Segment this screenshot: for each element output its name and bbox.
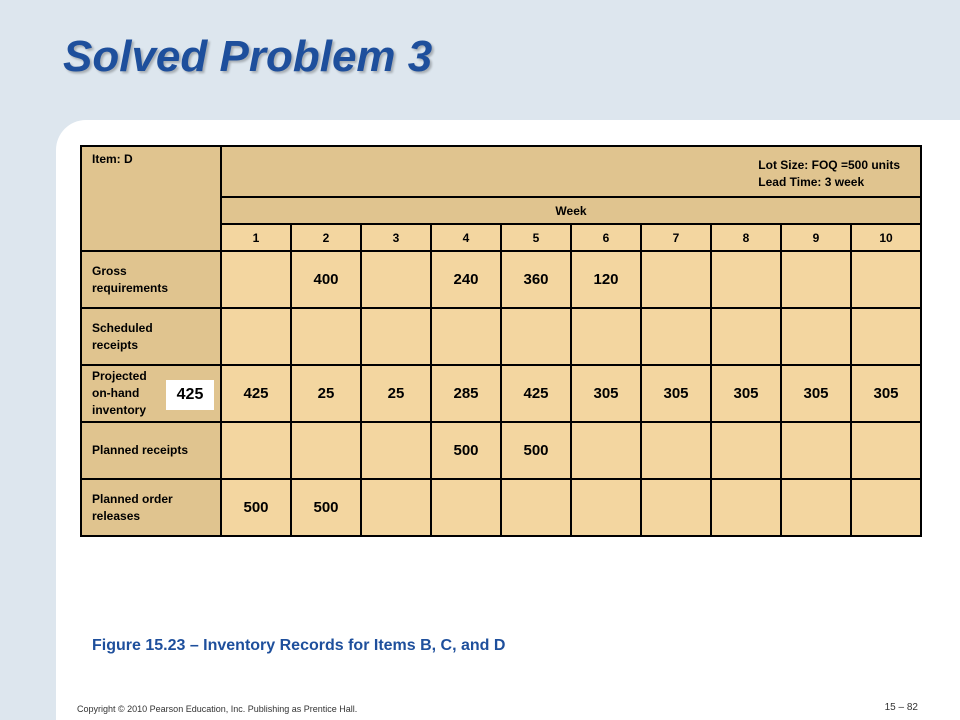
value-cell xyxy=(851,308,921,365)
page-number: 15 – 82 xyxy=(884,702,918,713)
lot-info xyxy=(758,157,900,191)
value-cell: 25 xyxy=(291,365,361,422)
value-cell: 500 xyxy=(221,479,291,536)
value-cell xyxy=(641,479,711,536)
value-cell xyxy=(361,479,431,536)
row-label: Planned receipts xyxy=(92,443,189,457)
item-label-cell xyxy=(81,146,221,251)
copyright: Copyright © 2010 Pearson Education, Inc. Publishing as Prentice Hall. xyxy=(77,704,358,714)
week-header: Week xyxy=(221,197,921,224)
week-number: 10 xyxy=(851,224,921,251)
lead-time: Lead Time: 3 week xyxy=(758,175,865,189)
table-row xyxy=(81,308,921,365)
value-cell xyxy=(781,251,851,308)
row-label: Scheduled receipts xyxy=(92,320,153,352)
value-cell xyxy=(221,308,291,365)
value-cell xyxy=(851,479,921,536)
row-label-cell xyxy=(81,308,221,365)
value-cell xyxy=(711,422,781,479)
week-number: 1 xyxy=(221,224,291,251)
value-cell: 240 xyxy=(431,251,501,308)
table-body xyxy=(81,251,921,536)
week-number: 7 xyxy=(641,224,711,251)
value-cell: 25 xyxy=(361,365,431,422)
week-number: 9 xyxy=(781,224,851,251)
value-cell xyxy=(291,308,361,365)
value-cell xyxy=(571,308,641,365)
lot-size: Lot Size: FOQ =500 units xyxy=(758,158,900,172)
value-cell xyxy=(501,308,571,365)
week-number: 4 xyxy=(431,224,501,251)
value-cell xyxy=(221,251,291,308)
week-number: 3 xyxy=(361,224,431,251)
value-cell xyxy=(781,479,851,536)
value-cell: 500 xyxy=(501,422,571,479)
table-row xyxy=(81,365,921,422)
row-label-cell xyxy=(81,365,221,422)
value-cell: 425 xyxy=(501,365,571,422)
value-cell: 500 xyxy=(291,479,361,536)
value-cell: 360 xyxy=(501,251,571,308)
row-label-cell xyxy=(81,251,221,308)
value-cell: 305 xyxy=(851,365,921,422)
row-label-cell xyxy=(81,479,221,536)
value-cell: 305 xyxy=(641,365,711,422)
row-label: Planned order releases xyxy=(92,491,173,523)
lot-info-cell xyxy=(221,146,921,197)
value-cell xyxy=(851,251,921,308)
row-label-cell xyxy=(81,422,221,479)
row-label: Projected on-hand inventory xyxy=(92,369,147,417)
value-cell: 305 xyxy=(781,365,851,422)
initial-inventory-value: 425 xyxy=(166,380,214,410)
value-cell: 305 xyxy=(711,365,781,422)
value-cell: 500 xyxy=(431,422,501,479)
value-cell xyxy=(711,308,781,365)
value-cell: 120 xyxy=(571,251,641,308)
value-cell xyxy=(641,308,711,365)
value-cell xyxy=(641,251,711,308)
value-cell xyxy=(781,308,851,365)
value-cell xyxy=(221,422,291,479)
value-cell xyxy=(641,422,711,479)
table-row xyxy=(81,422,921,479)
mrp-table xyxy=(80,145,922,537)
value-cell xyxy=(361,422,431,479)
table-row xyxy=(81,251,921,308)
slide-title: Solved Problem 3 xyxy=(63,32,433,81)
value-cell xyxy=(781,422,851,479)
week-number: 2 xyxy=(291,224,361,251)
week-number: 8 xyxy=(711,224,781,251)
value-cell xyxy=(361,251,431,308)
value-cell xyxy=(571,422,641,479)
week-number: 6 xyxy=(571,224,641,251)
value-cell: 400 xyxy=(291,251,361,308)
week-number: 5 xyxy=(501,224,571,251)
figure-caption: Figure 15.23 – Inventory Records for Items B, C, and D xyxy=(92,637,506,654)
value-cell: 285 xyxy=(431,365,501,422)
item-label: Item: D xyxy=(92,152,133,166)
value-cell xyxy=(361,308,431,365)
table-row xyxy=(81,479,921,536)
value-cell xyxy=(501,479,571,536)
value-cell xyxy=(291,422,361,479)
value-cell xyxy=(851,422,921,479)
value-cell xyxy=(711,479,781,536)
value-cell: 425 xyxy=(221,365,291,422)
row-label: Gross requirements xyxy=(92,263,169,295)
value-cell xyxy=(431,308,501,365)
value-cell xyxy=(431,479,501,536)
value-cell xyxy=(571,479,641,536)
value-cell xyxy=(711,251,781,308)
value-cell: 305 xyxy=(571,365,641,422)
